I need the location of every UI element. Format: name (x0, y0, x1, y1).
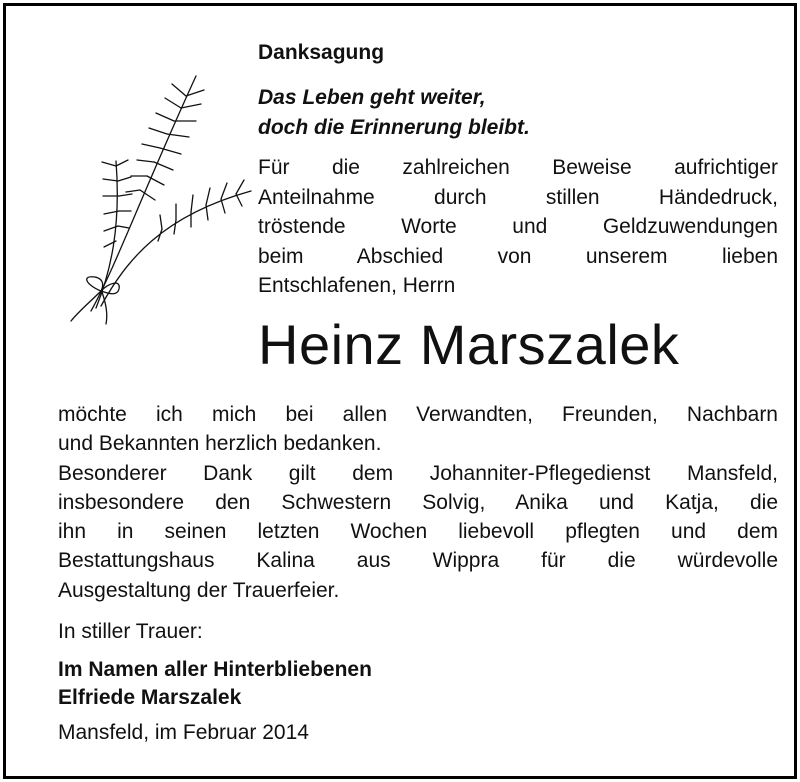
heading: Danksagung (258, 41, 385, 64)
body-line: Besonderer Dank gilt dem Johanniter-Pflegedienst Mansfeld, (58, 461, 778, 485)
body-line: und Bekannten herzlich bedanken. (58, 432, 382, 456)
obituary-frame (3, 3, 797, 779)
signature-line: Im Namen aller Hinterbliebenen (58, 658, 372, 681)
signature-line: Elfriede Marszalek (58, 686, 242, 709)
body-text (58, 400, 778, 605)
intro-line: beim Abschied von unserem lieben (258, 244, 778, 268)
intro-line: Entschlafenen, Herrn (258, 274, 456, 297)
body-line: Ausgestaltung der Trauerfeier. (58, 578, 340, 602)
intro-line: Für die zahlreichen Beweise aufrichtiger (258, 156, 778, 179)
intro-line: Anteilnahme durch stillen Händedruck, (258, 185, 778, 209)
body-line: insbesondere den Schwestern Solvig, Anika und Katja, die (58, 490, 778, 514)
deceased-name: Heinz Marszalek (258, 313, 680, 376)
place-date: Mansfeld, im Februar 2014 (58, 721, 309, 744)
intro-line: tröstende Worte und Geldzuwendungen (258, 215, 778, 238)
motto-line: Das Leben geht weiter, (258, 86, 486, 109)
signature (58, 656, 372, 712)
mourning-intro: In stiller Trauer: (58, 620, 203, 643)
intro-text (258, 153, 778, 301)
body-line: möchte ich mich bei allen Verwandten, Freunden, Nachbarn (58, 403, 778, 426)
body-line: ihn in seinen letzten Wochen liebevoll pflegten und dem (58, 520, 778, 544)
motto-line: doch die Erinnerung bleibt. (258, 116, 530, 139)
body-line: Bestattungshaus Kalina aus Wippra für die würdevolle (58, 549, 778, 573)
motto (258, 83, 530, 143)
fern-icon (46, 66, 256, 326)
